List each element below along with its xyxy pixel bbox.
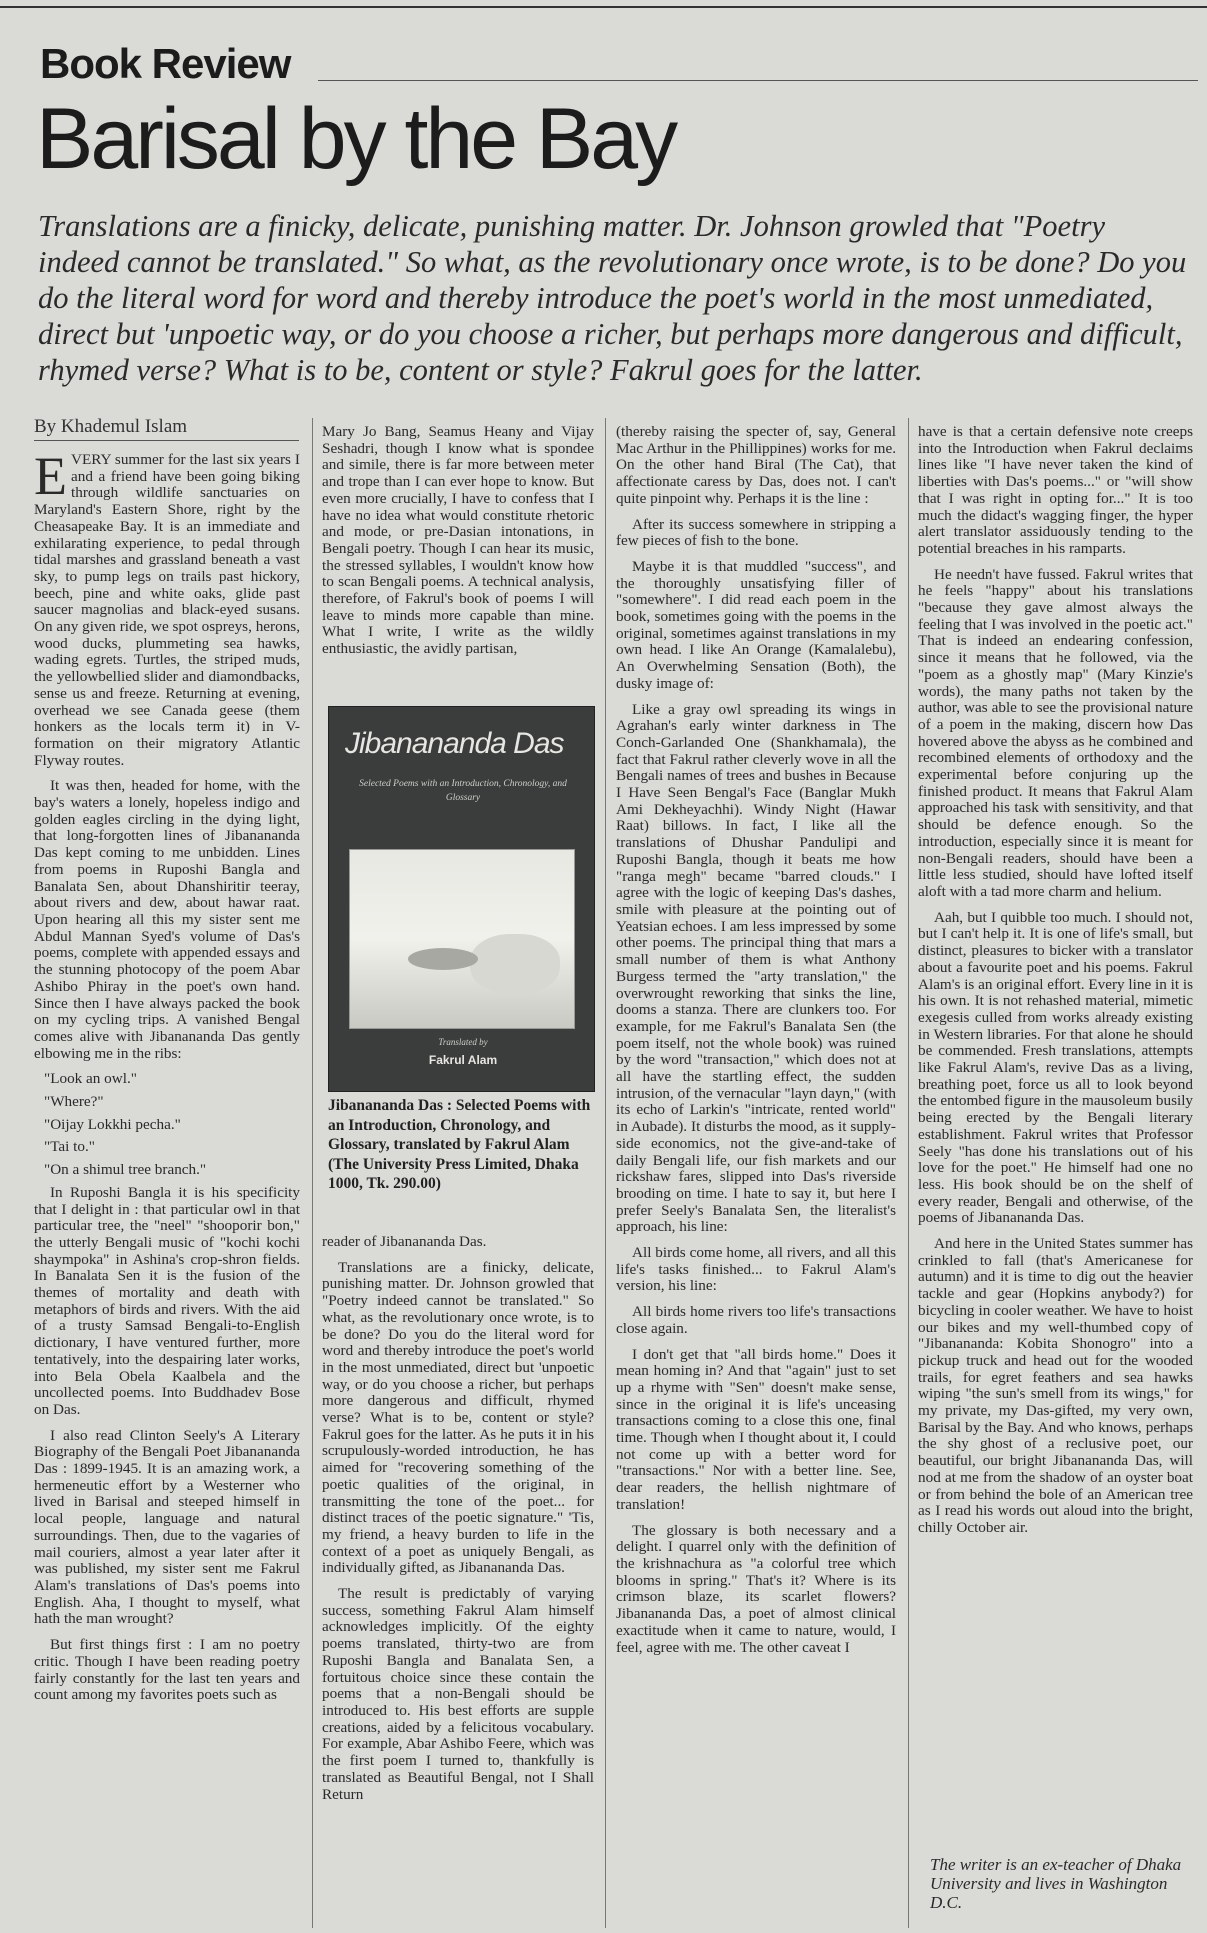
paragraph: All birds come home, all rivers, and all this life's tasks finished... to Fakrul Alam's version, his line: xyxy=(616,1244,896,1295)
paragraph: All birds home rivers too life's transactions close again. xyxy=(616,1303,896,1337)
paragraph: Like a gray owl spreading its wings in Agrahan's early winter darkness in The Conch-Garlanded One (Shankhamala), the fact that Fakrul rather cleverly wove in all the Bengali names of trees and bushes in Because I Have Seen Bengal's Face (Banglar Mukh Ami Dekheyachhi). Windy Night (Hawar Raat) billows. In fact, I like all the translations of Dhushar Pandulipi and Ruposhi Bangla, though it beats me how "ranga megh" became "barred clouds." I agree with the logic of keeping Das's dashes, smile with pleasure at the pointing out of Yeatsian echoes. I am less impressed by some other poems. The principal thing that mars a small number of them is what Anthony Burgess termed the "arty translation," the overwrought reworking that sinks the line, dooms a stanza. There are clunkers too. For example, for me Fakrul's Banalata Sen (the poem itself, not the whole book) was ruined by the word "transaction," which does not at all have the startling effect, the sudden intrusion, of the vernacular "layn dayn," (with its echo of Larkin's "intricate, rented world" in Aubade). It disturbs the mood, as it supply-side economics, not the give-and-take of daily Bengali life, our fish markets and our rickshaw fares, slipped into Das's riverside brooding on time. I hate to say it, but here I prefer Seely's Banalata Sen, the literalist's approach, his line: xyxy=(616,700,896,1236)
column-rule xyxy=(908,418,909,1928)
column-rule xyxy=(312,418,313,1928)
headline: Barisal by the Bay xyxy=(36,91,676,187)
paragraph: reader of Jibanananda Das. xyxy=(322,1233,487,1250)
quote-line: "Tai to." xyxy=(44,1138,95,1156)
paragraph: After its success somewhere in stripping a few pieces of fish to the bone. xyxy=(616,515,896,550)
paragraph-text: VERY summer for the last six years I and a friend have been going biking through wildlife sanctuaries on Maryland's Eastern Shore, right by the Cheasapeake Bay. It is an immediate and exhilarating experience, to pedal through tidal marshes and grassland beneath a vast sky, to pump legs on trails past hickory, beech, pine and white oaks, glide past saucer magnolias and black-eyed susans. On any given ride, we spot ospreys, herons, wood ducks, plummeting sea hawks, wading egrets. Turtles, the striped muds, the yellowbellied slider and diamondbacks, sense us and freeze. Returning at evening, overhead we see Canada geese (them honkers as the locals term it) in V-formation on their migratory Atlantic Flyway routes. xyxy=(34,451,300,769)
book-cover xyxy=(328,706,595,1092)
paragraph: have is that a certain defensive note creeps into the Introduction when Fakrul declaims lines like "I have never taken the kind of liberties with Das's poems..." or "will show that I was right in opting for..." It is too much the didact's wagging finger, the hyper alert translator assiduously tending to the potential breaches in his ramparts. xyxy=(918,423,1193,557)
author-credit: The writer is an ex-teacher of Dhaka University and lives in Washington D.C. xyxy=(930,1855,1182,1912)
book-caption: Jibanananda Das : Selected Poems with an Introduction, Chronology, and Glossary, translated by Fakrul Alam (The University Press Limited, Dhaka 1000, Tk. 290.00) xyxy=(328,1097,591,1192)
book-cover-subtitle: Selected Poems with an Introduction, Chronology, and Glossary xyxy=(359,779,567,803)
column-2-bottom xyxy=(322,1234,594,1812)
paragraph: He needn't have fussed. Fakrul writes that he feels "happy" about his translations "because they gave almost always the feeling that I was involved in the poetic act." That is indeed an endearing confession, since it means that he followed, via the "poem as a ghostly map" (Mary Kinzie's words), the many paths not taken by the author, was able to see the provisional nature of a poem in the making, discern how Das hovered above the abyss as he combined and recombined elements of orthodoxy and the experimental before conjuring up the finished product. It means that Fakrul Alam approached his task with sensitivity, and that should be defence enough. So the introduction, especially since it is meant for non-Bengali readers, should have been a little less studied, should have lofted itself aloft with a tad more charm and helium. xyxy=(918,565,1193,900)
top-rule xyxy=(0,6,1207,8)
quote-line: "Oijay Lokkhi pecha." xyxy=(44,1115,181,1133)
paragraph: But first things first : I am no poetry critic. Though I have been reading poetry fairly constantly for the last ten years and count among my favorites poets such as xyxy=(34,1636,300,1704)
paragraph: Translations are a finicky, delicate, punishing matter. Dr. Johnson growled that "Poetry indeed cannot be translated." So what, as the revolutionary once wrote, is to be done? Do you do the literal word for word and thereby introduce the poet's world in the most unmediated, direct but 'unpoetic way, or do you choose a richer, but perhaps more dangerous and difficult, rhymed verse? What is to be, content or style? Fakrul goes for the latter. As he puts it in his scrupulously-worded introduction, he has aimed for "recovering something of the poetic qualities of the original, in transmitting the tone of the poet... for distinct traces of the poetic signature." 'Tis, my friend, a heavy burden to life in the context of a poet as uniquely Bengali, as individually gifted, as Jibanananda Das. xyxy=(322,1258,594,1577)
book-cover-title: Jibanananda Das xyxy=(345,727,564,760)
standfirst: Translations are a finicky, delicate, punishing matter. Dr. Johnson growled that "Poetry indeed cannot be translated." So what, as the revolutionary once wrote, is to be done? Do you do the literal word for word and thereby introduce the poet's world in the most unmediated, direct but 'unpoetic way, or do you choose a richer, but perhaps more dangerous and difficult, rhymed verse? What is to be, content or style? Fakrul goes for the latter. xyxy=(38,209,1187,387)
paragraph: (thereby raising the specter of, say, General Mac Arthur in the Phillippines) works for me. On the other hand Biral (The Cat), that affectionate caress by Das, does not. I can't quite pinpoint why. Perhaps it is the line : xyxy=(616,423,896,507)
artwork-shape xyxy=(470,934,560,994)
section-label: Book Review xyxy=(40,40,291,87)
book-cover-artwork xyxy=(349,849,575,1029)
column-3 xyxy=(616,424,896,1665)
quote-line: "On a shimul tree branch." xyxy=(44,1161,207,1179)
column-rule xyxy=(605,418,606,1928)
artwork-shape xyxy=(408,948,478,970)
drop-cap: E xyxy=(34,446,67,506)
quote-line: "Where?" xyxy=(44,1093,104,1111)
column-1 xyxy=(34,446,300,1713)
book-cover-intro: Translated by xyxy=(438,1037,488,1047)
column-4 xyxy=(918,424,1193,1546)
paragraph: Mary Jo Bang, Seamus Heany and Vijay Seshadri, though I know what is spondee and simile, there is far more between meter and trope than I can ever hope to know. But even more crucially, I have to confess that I have no idea what would constitute rhetoric and mode, or pre-Dasian intonations, in Bengali poetry. Though I can hear its music, the stressed syllables, I wouldn't know how to scan Bengali poems. A technical analysis, therefore, of Fakrul's book of poems I will leave to minds more capable than mine. What I write, I write as the wildly enthusiastic, the avidly partisan, xyxy=(322,423,594,658)
paragraph: Maybe it is that muddled "success", and the thoroughly unsatisfying filler of "somewhere". I did read each poem in the book, sometimes going with the poems in the original, sometimes against translations in my own head. I like An Orange (Kamalalebu), An Overwhelming Sensation (Both), the dusky image of: xyxy=(616,557,896,692)
paragraph: I don't get that "all birds home." Does it mean homing in? And that "again" just to set up a rhyme with "Sen" doesn't make sense, since in the original it is life's unceasing transactions coming to a close this one, final time. Though when I thought about it, I could not come up with a better word for "transactions." Nor with a better line. See, dear readers, the hellish nightmare of translation! xyxy=(616,1345,896,1513)
paragraph: Aah, but I quibble too much. I should not, but I can't help it. It is one of life's small, but distinct, pleasures to bicker with a translator about a favourite poet and his poems. Fakrul Alam's is an original effort. Every line in it is his own. It is not rehashed material, mimetic exegesis culled from works already existing in Western libraries. For that alone he should be commended. Fresh translations, attempts like Fakrul Alam's, revive Das as a living, breathing poet, force us all to look beyond the entombed figure in the mausoleum busily being erected by the Bengali literary establishment. Fakrul writes that Professor Seely "has done his translations out of his love for the poet." He himself had one no less. His book should be on the shelf of every reader, Bengali and otherwise, of the poems of Jibanananda Das. xyxy=(918,908,1194,1227)
byline-rule xyxy=(34,440,299,441)
paragraph: It was then, headed for home, with the bay's waters a lonely, hopeless indigo and golden eagles circling in the dying light, that long-forgotten lines of Jibanananda Das kept coming to me unbidden. Lines from poems in Ruposhi Bangla and Banalata Sen, about Dhanshiritir teeray, about rivers and dew, about hawar raat. Upon hearing all this my sister sent me Abdul Mannan Syed's volume of Das's poems, complete with appended essays and the stunning photocopy of the poem Abar Ashibo Phiray in the poet's own hand. Since then I have always packed the book on my cycling trips. A vanished Bengal comes alive with Jibanananda Das gently elbowing me in the ribs: xyxy=(34,777,300,1062)
quote-line: "Look an owl." xyxy=(44,1070,137,1088)
byline: By Khademul Islam xyxy=(34,416,188,437)
paragraph: The glossary is both necessary and a delight. I quarrel only with the definition of the krishnachura as "a colorful tree which blooms in spring." That's it? Where is its crimson blaze, its scarlet flowers? Jibanananda Das, a poet of almost clinical exactitude when it came to nature, would, I feel, agree with me. The other caveat I xyxy=(616,1521,896,1656)
paragraph: I also read Clinton Seely's A Literary Biography of the Bengali Poet Jibanananda Das : 1899-1945. It is an amazing work, a hermeneutic effort by a Westerner who lived in Barisal and steeped himself in local people, language and natural surroundings. Then, due to the vagaries of mail couriers, almost a year later after it was published, my sister sent me Fakrul Alam's translations of Das's poems into English. Aha, I thought to myself, what hath the man wrought? xyxy=(34,1426,300,1628)
paragraph: The result is predictably of varying success, something Fakrul Alam himself acknowledges implicitly. Of the eighty poems translated, thirty-two are from Ruposhi Bangla and Banalata Sen, a fortuitous choice since these contain the poems that a non-Bengali should be introduced to. His best efforts are supple creations, aided by a felicitous vocabulary. For example, Abar Ashibo Feere, which was the first poem I turned to, thankfully is translated as Beautiful Bengal, not I Shall Return xyxy=(322,1585,594,1803)
section-rule xyxy=(318,80,1198,81)
book-cover-author: Fakrul Alam xyxy=(428,1053,498,1067)
paragraph xyxy=(34,446,300,769)
column-2-top xyxy=(322,424,594,667)
paragraph: And here in the United States summer has crinkled to fall (that's Americanese for autumn) and it is time to dig out the heavier tackle and gear (Hopkins anybody?) for bicycling in cooler weather. We have to hoist our bikes and my well-thumbed copy of "Jibanananda: Kobita Shonogro" into a pickup truck and head out for the wooded trails, for egret feathers and sea hawks wiping "the sun's smell from its wings," for my private, my Das-gifted, my very own, Barisal by the Bay. And who knows, perhaps the shy ghost of a reclusive poet, our beautiful, our bright Jibanananda Das, will nod at me from the shadow of an oyster boat or from behind the bole of an American tree as I read his words out aloud into the bright, chilly October air. xyxy=(918,1235,1193,1536)
paragraph: In Ruposhi Bangla it is his specificity that I delight in : that particular owl in that particular tree, the "neel" "shooporir bon," the utterly Bengali music of "kochi kochi shaympoka" in Ashina's crop-shron fields. In Banalata Sen it is the fusion of the themes of mortality and death with metaphors of birds and rivers. With the aid of a trusty Samsad Bengali-to-English dictionary, I have ventured further, more tentatively, into the despairing later works, into Bela Obela Kaalbela and the uncollected poems. Into Buddhadev Bose on Das. xyxy=(34,1183,300,1418)
